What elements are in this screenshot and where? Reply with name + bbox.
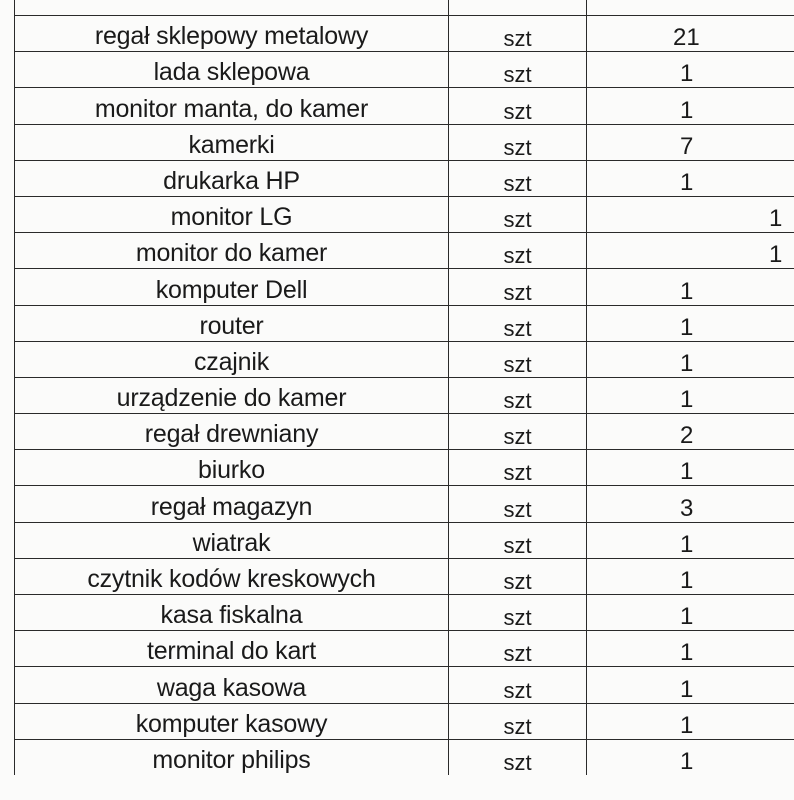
item-unit-cell	[449, 124, 587, 160]
item-name-cell	[15, 52, 449, 88]
item-quantity: 1	[769, 241, 783, 269]
item-quantity: 1	[680, 675, 694, 703]
item-unit: szt	[503, 460, 532, 486]
item-name-cell	[15, 631, 449, 667]
item-name: lada sklepowa	[153, 58, 310, 87]
item-unit: szt	[503, 207, 532, 233]
table-row	[15, 595, 794, 631]
item-name-cell	[15, 305, 449, 341]
item-quantity-cell	[587, 558, 794, 594]
item-name: biurko	[198, 456, 265, 485]
item-name-cell	[15, 233, 449, 269]
item-quantity: 1	[680, 60, 694, 88]
item-unit-cell	[449, 414, 587, 450]
table-row	[15, 88, 794, 124]
table-row	[15, 233, 794, 269]
item-unit: szt	[503, 713, 532, 739]
item-unit: szt	[503, 532, 532, 558]
item-quantity: 1	[680, 313, 694, 341]
table-row	[15, 160, 794, 196]
item-quantity-cell	[587, 414, 794, 450]
item-quantity-cell	[587, 486, 794, 522]
item-unit-cell	[449, 269, 587, 305]
table-row	[15, 196, 794, 232]
item-quantity: 1	[680, 747, 694, 775]
item-unit-cell	[449, 631, 587, 667]
item-quantity-cell	[587, 16, 794, 52]
table-row	[15, 631, 794, 667]
item-quantity-cell	[587, 522, 794, 558]
item-name-cell	[15, 196, 449, 232]
table-row-top-stub	[15, 0, 794, 16]
item-unit: szt	[503, 605, 532, 631]
item-quantity: 1	[680, 639, 694, 667]
item-unit-cell	[449, 739, 587, 775]
item-unit: szt	[503, 315, 532, 341]
item-quantity: 7	[680, 132, 694, 160]
item-unit: szt	[503, 641, 532, 667]
item-unit-cell	[449, 522, 587, 558]
item-unit: szt	[503, 677, 532, 703]
table-row	[15, 558, 794, 594]
unit-cell-empty	[449, 0, 587, 16]
item-quantity: 1	[680, 349, 694, 377]
item-quantity: 2	[680, 422, 694, 450]
item-unit: szt	[503, 496, 532, 522]
item-quantity: 1	[769, 205, 783, 233]
item-unit: szt	[503, 388, 532, 414]
item-quantity: 1	[680, 567, 694, 594]
item-unit-cell	[449, 196, 587, 232]
item-name-cell	[15, 703, 449, 739]
item-name: czytnik kodów kreskowych	[87, 565, 376, 593]
item-name: monitor LG	[170, 203, 293, 232]
item-unit-cell	[449, 595, 587, 631]
item-unit: szt	[503, 134, 532, 160]
item-name-cell	[15, 667, 449, 703]
item-unit-cell	[449, 160, 587, 196]
item-unit: szt	[503, 98, 532, 124]
item-quantity: 3	[680, 494, 694, 522]
item-name-cell	[15, 160, 449, 196]
item-quantity-cell	[587, 703, 794, 739]
item-quantity-cell	[587, 305, 794, 341]
item-unit: szt	[503, 170, 532, 196]
item-quantity-cell	[587, 450, 794, 486]
item-unit-cell	[449, 558, 587, 594]
item-name: komputer kasowy	[135, 709, 328, 738]
name-cell-empty	[15, 0, 449, 16]
item-quantity-cell	[587, 739, 794, 775]
item-quantity-cell	[587, 667, 794, 703]
item-name: regał sklepowy metalowy	[94, 22, 369, 51]
table-row	[15, 269, 794, 305]
item-quantity: 1	[680, 530, 694, 558]
item-quantity-cell	[587, 341, 794, 377]
table-row	[15, 305, 794, 341]
item-name-cell	[15, 124, 449, 160]
item-unit-cell	[449, 52, 587, 88]
item-unit: szt	[503, 569, 532, 594]
item-name: regał magazyn	[150, 492, 313, 521]
item-unit-cell	[449, 450, 587, 486]
table-row	[15, 703, 794, 739]
item-name-cell	[15, 522, 449, 558]
item-unit-cell	[449, 341, 587, 377]
item-quantity: 1	[680, 603, 694, 631]
item-name-cell	[15, 16, 449, 52]
item-name: monitor manta, do kamer	[94, 94, 369, 123]
table-row	[15, 16, 794, 52]
item-unit: szt	[503, 26, 532, 52]
item-name: terminal do kart	[146, 637, 317, 666]
item-quantity: 1	[680, 386, 694, 414]
item-quantity-cell	[587, 631, 794, 667]
item-name: komputer Dell	[155, 275, 308, 304]
item-name-cell	[15, 739, 449, 775]
table-row	[15, 486, 794, 522]
item-quantity: 21	[673, 24, 700, 52]
item-unit-cell	[449, 305, 587, 341]
table-row	[15, 450, 794, 486]
item-unit-cell	[449, 486, 587, 522]
item-name: monitor philips	[152, 745, 311, 774]
item-quantity-cell	[587, 160, 794, 196]
item-unit: szt	[503, 351, 532, 377]
item-unit: szt	[503, 243, 532, 269]
item-name: kamerki	[188, 130, 275, 159]
item-quantity-cell	[587, 88, 794, 124]
item-unit-cell	[449, 703, 587, 739]
item-name: monitor do kamer	[135, 239, 328, 268]
item-name-cell	[15, 414, 449, 450]
table-row	[15, 414, 794, 450]
item-name: drukarka HP	[163, 166, 300, 195]
item-unit-cell	[449, 88, 587, 124]
inventory-table-body	[15, 0, 794, 775]
item-unit: szt	[503, 279, 532, 305]
item-name: kasa fiskalna	[160, 601, 303, 630]
item-name-cell	[15, 450, 449, 486]
item-quantity-cell	[587, 196, 794, 232]
item-quantity-cell	[587, 377, 794, 413]
item-name-cell	[15, 558, 449, 594]
item-name-cell	[15, 341, 449, 377]
table-row	[15, 739, 794, 775]
item-name-cell	[15, 486, 449, 522]
item-quantity-cell	[587, 233, 794, 269]
item-name: router	[199, 311, 264, 340]
item-quantity-cell	[587, 269, 794, 305]
item-name: waga kasowa	[156, 673, 307, 702]
item-quantity: 1	[680, 711, 694, 739]
item-name-cell	[15, 269, 449, 305]
table-row	[15, 377, 794, 413]
item-quantity-cell	[587, 124, 794, 160]
item-quantity-cell	[587, 52, 794, 88]
table-row	[15, 124, 794, 160]
table-row	[15, 52, 794, 88]
table-row	[15, 522, 794, 558]
table-row	[15, 667, 794, 703]
item-quantity: 1	[680, 458, 694, 486]
item-unit-cell	[449, 377, 587, 413]
item-quantity: 1	[680, 168, 694, 196]
item-quantity: 1	[680, 96, 694, 124]
item-unit-cell	[449, 233, 587, 269]
item-name: urządzenie do kamer	[116, 384, 347, 413]
item-name-cell	[15, 377, 449, 413]
item-name-cell	[15, 595, 449, 631]
item-unit-cell	[449, 16, 587, 52]
qty-cell-empty	[587, 0, 794, 16]
item-name: regał drewniany	[144, 420, 319, 449]
item-name: wiatrak	[192, 528, 271, 557]
item-unit: szt	[503, 62, 532, 88]
item-unit-cell	[449, 667, 587, 703]
item-unit: szt	[503, 749, 532, 775]
item-quantity: 1	[680, 277, 694, 305]
item-name-cell	[15, 88, 449, 124]
inventory-table	[14, 0, 794, 775]
item-unit: szt	[503, 424, 532, 450]
table-row	[15, 341, 794, 377]
item-quantity-cell	[587, 595, 794, 631]
item-name: czajnik	[193, 347, 270, 376]
